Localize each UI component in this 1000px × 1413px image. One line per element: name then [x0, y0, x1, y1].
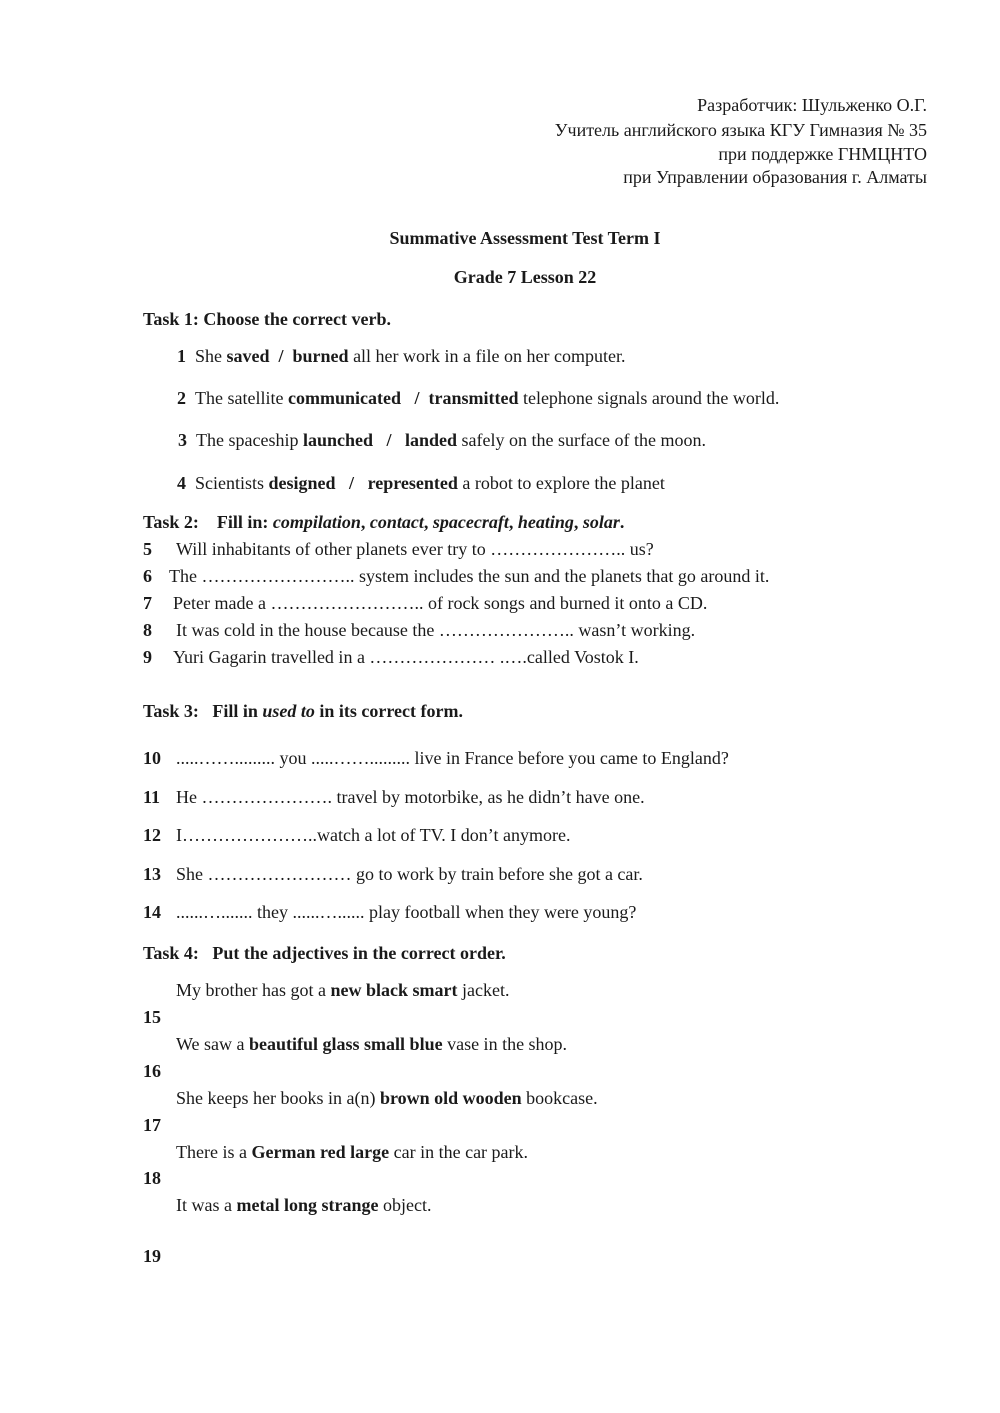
option-2: represented	[367, 473, 458, 493]
task4-sentence	[176, 1142, 528, 1163]
sentence-text: It was a	[176, 1195, 237, 1215]
item-number: 9	[143, 647, 152, 667]
item-number: 14	[143, 902, 161, 922]
document-title: Summative Assessment Test Term I	[389, 228, 661, 248]
task4-sentence	[176, 1088, 598, 1109]
item-text: She …………………… go to work by train before she got a car.	[176, 864, 643, 884]
option-1: designed	[268, 473, 336, 493]
word-option: spacecraft	[432, 512, 509, 532]
item-text: The satellite	[195, 388, 288, 408]
word-option: solar	[582, 512, 620, 532]
item-text: ......…....... they ......…...... play football when they were young?	[176, 902, 637, 922]
separator: /	[335, 473, 368, 493]
item-number-15: 15	[143, 1007, 161, 1027]
item-number: 12	[143, 825, 161, 845]
adjectives: beautiful glass small blue	[249, 1034, 443, 1054]
task1-item-1	[177, 346, 625, 367]
item-text: a robot to explore the planet	[457, 473, 665, 493]
task1-item-4	[177, 473, 665, 494]
option-2: transmitted	[428, 388, 519, 408]
sentence-text: There is a	[176, 1142, 252, 1162]
header-author: Разработчик: Шульженко О.Г.	[697, 95, 927, 115]
sentence-text: She keeps her books in a(n)	[176, 1088, 380, 1108]
separator: /	[400, 388, 429, 408]
sentence-text: jacket.	[457, 980, 510, 1000]
item-number: 1	[177, 346, 186, 366]
item-text: He …………………. travel by motorbike, as he didn’t have one.	[176, 787, 645, 807]
item-number: 8	[143, 620, 152, 640]
task1-item-3	[178, 430, 706, 451]
task2-item-8	[143, 620, 695, 641]
task3-item-13	[143, 864, 643, 885]
task2-heading: Task 2: Fill in: compilation, contact, spacecraft, heating, solar.	[143, 512, 625, 532]
task3-instruction: Fill in	[212, 701, 263, 721]
option-1: saved	[226, 346, 270, 366]
task1-item-2	[177, 388, 779, 409]
header-support: при поддержке ГНМЦНТО	[718, 144, 927, 164]
task4-sentence	[176, 1034, 567, 1055]
task2-item-7	[143, 593, 707, 614]
header-position: Учитель английского языка КГУ Гимназия № 35	[554, 120, 927, 140]
option-2: landed	[405, 430, 458, 450]
task4-sentence	[176, 980, 509, 1001]
task2-label: Task 2:	[143, 512, 199, 532]
item-text: She	[195, 346, 227, 366]
item-number: 11	[143, 787, 161, 807]
sentence-text: We saw a	[176, 1034, 250, 1054]
item-text: Yuri Gagarin travelled in a ………………… .….called Vostok I.	[173, 647, 639, 667]
item-number-16: 16	[143, 1061, 161, 1081]
task3-heading	[143, 701, 463, 722]
item-number: 7	[143, 593, 152, 613]
item-number: 2	[177, 388, 186, 408]
item-text: .....……......... you .....……......... live in France before you came to England?	[176, 748, 729, 768]
task3-item-10	[143, 748, 729, 769]
task2-item-5	[143, 539, 654, 560]
task3-emphasis: used to	[262, 701, 315, 721]
task2-instruction: Fill in:	[216, 512, 273, 532]
adjectives: German red large	[251, 1142, 390, 1162]
task4-heading	[143, 943, 506, 964]
word-option: contact	[369, 512, 424, 532]
item-number-17: 17	[143, 1115, 161, 1135]
sentence-text: object.	[378, 1195, 432, 1215]
item-text: Peter made a …………………….. of rock songs and burned it onto a CD.	[173, 593, 708, 613]
item-text: Will inhabitants of other planets ever try to ………………….. us?	[176, 539, 654, 559]
item-text: all her work in a file on her computer.	[348, 346, 626, 366]
adjectives: brown old wooden	[379, 1088, 522, 1108]
word-option: compilation	[272, 512, 361, 532]
adjectives: new black smart	[330, 980, 458, 1000]
item-text: safely on the surface of the moon.	[457, 430, 706, 450]
sentence-text: car in the car park.	[389, 1142, 529, 1162]
item-number: 6	[143, 566, 152, 586]
item-text: Scientists	[195, 473, 269, 493]
item-text: The …………………….. system includes the sun and the planets that go around it.	[169, 566, 770, 586]
task3-item-11	[143, 787, 645, 808]
item-text: It was cold in the house because the ………………….. wasn’t working.	[176, 620, 696, 640]
item-number: 13	[143, 864, 161, 884]
item-number: 5	[143, 539, 152, 559]
task3-item-14	[143, 902, 636, 923]
item-text: I…………………..watch a lot of TV. I don’t anymore.	[176, 825, 571, 845]
item-text: The spaceship	[196, 430, 303, 450]
option-1: communicated	[287, 388, 401, 408]
header-department: при Управлении образования г. Алматы	[623, 167, 927, 187]
task4-label: Task 4:	[143, 943, 199, 963]
item-text: telephone signals around the world.	[518, 388, 780, 408]
option-2: burned	[292, 346, 349, 366]
separator: /	[269, 346, 293, 366]
item-number: 3	[178, 430, 187, 450]
task4-sentence	[176, 1195, 431, 1216]
adjectives: metal long strange	[236, 1195, 379, 1215]
item-number: 4	[177, 473, 186, 493]
task2-item-9	[143, 647, 639, 668]
document-subtitle: Grade 7 Lesson 22	[453, 267, 597, 287]
sentence-text: My brother has got a	[176, 980, 331, 1000]
task3-instruction: in its correct form.	[314, 701, 464, 721]
sentence-text: bookcase.	[521, 1088, 598, 1108]
sentence-text: vase in the shop.	[442, 1034, 568, 1054]
separator: /	[373, 430, 406, 450]
word-option: heating	[517, 512, 574, 532]
task3-item-12	[143, 825, 570, 846]
task2-item-6	[143, 566, 769, 587]
item-number-18: 18	[143, 1168, 161, 1188]
task4-instruction: Put the adjectives in the correct order.	[212, 943, 506, 963]
task3-label: Task 3:	[143, 701, 199, 721]
option-1: launched	[302, 430, 373, 450]
task1-heading: Task 1: Choose the correct verb.	[143, 309, 391, 329]
item-number-19: 19	[143, 1246, 161, 1266]
item-number: 10	[143, 748, 161, 768]
